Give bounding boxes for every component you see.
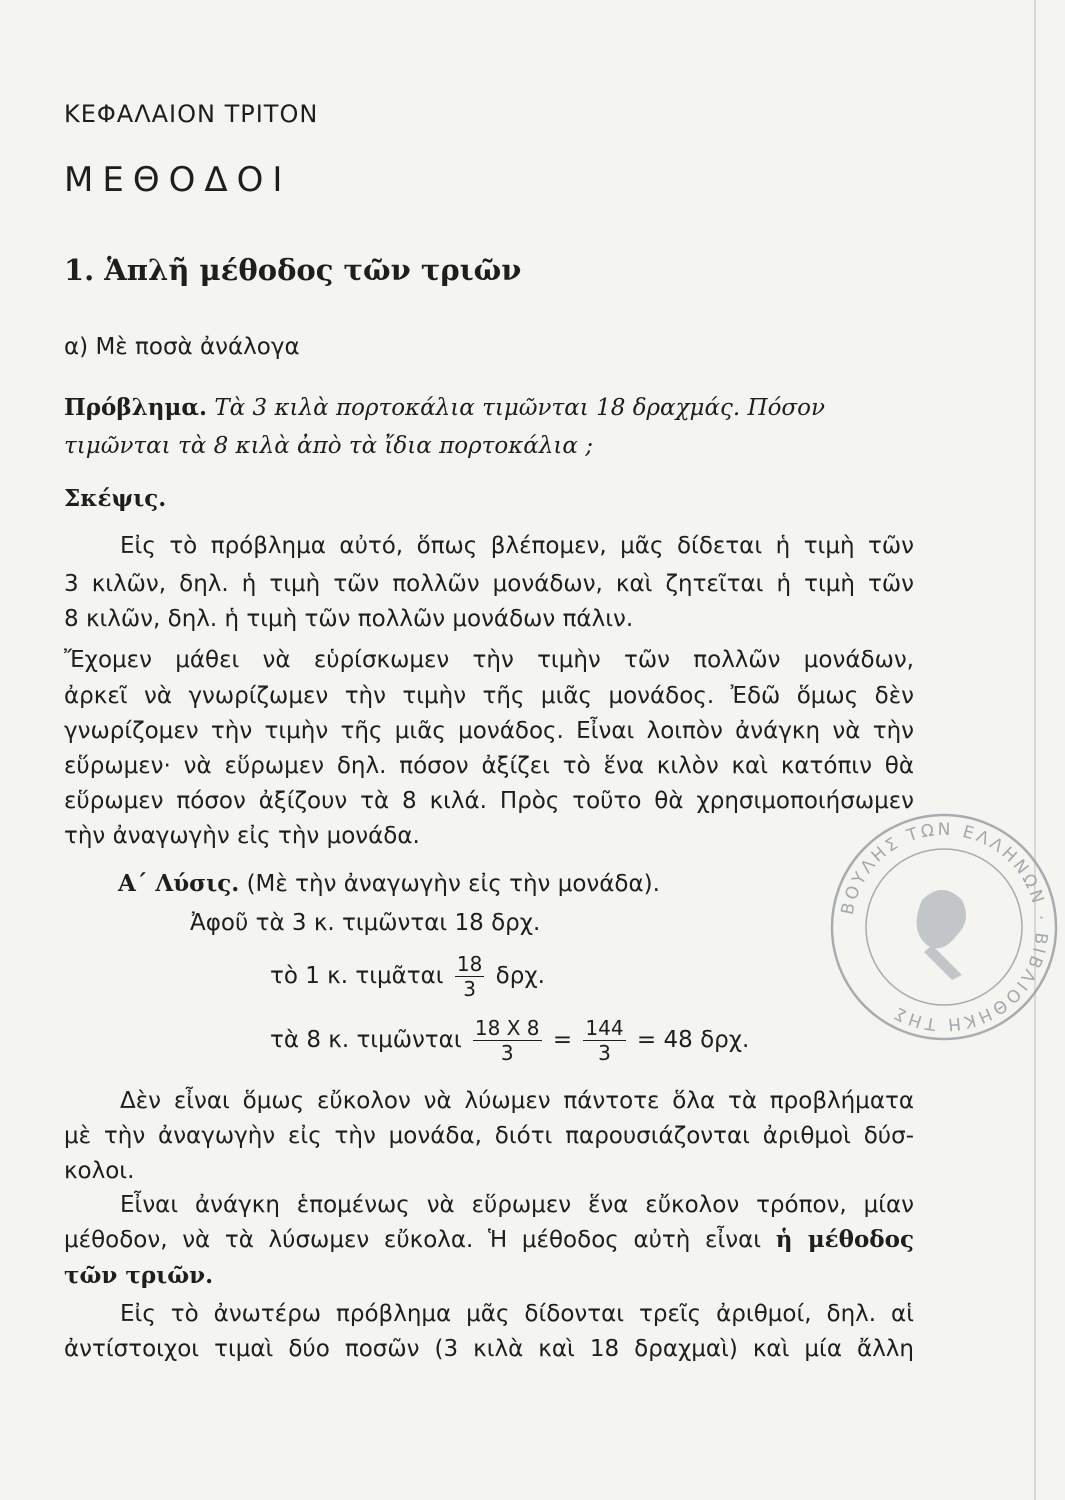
problem-text-1: Τὰ 3 κιλὰ πορτοκάλια τιμῶνται 18 δραχμάς. Πόσον: [214, 395, 825, 421]
para3-line-1: Δὲν εἶναι ὅμως εὔκολον νὰ λύωμεν πάντοτε ὅλα τὰ προβλήματα: [120, 1088, 914, 1114]
para4-line-2-bold: ἡ μέθοδος: [775, 1226, 914, 1253]
para2-line-6: τὴν ἀναγωγὴν εἰς τὴν μονάδα.: [64, 823, 420, 849]
calc-line-3-prefix: τὰ 8 κ. τιμῶνται: [270, 1027, 462, 1053]
section-title: Ἁπλῆ μέθοδος τῶν τριῶν: [104, 253, 522, 287]
para4-line-2: [64, 1223, 914, 1257]
solution-heading: [118, 870, 660, 897]
para2-line-1: Ἔχομεν μάθει νὰ εὑρίσκωμεν τὴν τιμὴν τῶν πολλῶν μονάδων,: [64, 647, 914, 673]
section-number: 1.: [64, 253, 95, 287]
para2-line-5: εὕρωμεν πόσον ἀξίζουν τὰ 8 κιλά. Πρὸς τοῦτο θὰ χρησιμοποιήσωμεν: [64, 788, 914, 814]
para3-line-2: μὲ τὴν ἀναγωγὴν εἰς τὴν μονάδα, διότι παρουσιάζονται ἀριθμοὶ δύσ-: [64, 1123, 914, 1149]
calc-line-2-prefix: τὸ 1 κ. τιμᾶται: [270, 963, 444, 989]
para4-line-1: Εἶναι ἀνάγκη ἑπομένως νὰ εὕρωμεν ἕνα εὔκολον τρόπον, μίαν: [120, 1192, 914, 1218]
solution-note: (Μὲ τὴν ἀναγωγὴν εἰς τὴν μονάδα).: [246, 871, 660, 897]
para2-line-4: εὕρωμεν· νὰ εὕρωμεν δηλ. πόσον ἀξίζει τὸ ἕνα κιλὸν καὶ κατόπιν θὰ: [64, 753, 914, 779]
calc-line-3: [270, 1016, 749, 1065]
fraction-18-over-3: [455, 952, 484, 1001]
para1-line-2: 3 κιλῶν, δηλ. ἡ τιμὴ τῶν πολλῶν μονάδων, καὶ ζητεῖται ἡ τιμὴ τῶν: [64, 571, 914, 597]
page-edge: [1034, 0, 1036, 1500]
chapter-heading: ΚΕΦΑΛΑΙΟΝ ΤΡΙΤΟΝ: [64, 100, 319, 128]
para1-line-1: Εἰς τὸ πρόβλημα αὐτό, ὅπως βλέπομεν, μᾶς δίδεται ἡ τιμὴ τῶν: [120, 533, 914, 559]
calc-line-2: [270, 952, 545, 1001]
calc-line-2-unit: δρχ.: [495, 963, 545, 989]
fraction-denominator: 3: [455, 976, 484, 1001]
subsection-heading: α) Μὲ ποσὰ ἀνάλογα: [64, 334, 300, 360]
fraction-product: [473, 1016, 542, 1065]
para1-line-3: 8 κιλῶν, δηλ. ἡ τιμὴ τῶν πολλῶν μονάδων πάλιν.: [64, 606, 634, 632]
thinking-label: Σκέψις.: [64, 485, 167, 512]
para5-line-2: ἀντίστοιχοι τιμαὶ δύο ποσῶν (3 κιλὰ καὶ 18 δραχμαὶ) καὶ μία ἄλλη: [64, 1336, 914, 1362]
fraction-144-over-3: [583, 1016, 625, 1065]
equals-sign: =: [552, 1027, 573, 1053]
problem-label: Πρόβλημα.: [64, 394, 208, 421]
fraction-numerator: 144: [585, 1016, 624, 1040]
para5-line-1: Εἰς τὸ ἀνωτέρω πρόβλημα μᾶς δίδονται τρεῖς ἀριθμοί, δηλ. αἱ: [120, 1301, 914, 1327]
stamp-text: ΒΟΥΛΗΣ ΤΩΝ ΕΛΛΗΝΩΝ · ΒΙΒΛΙΟΘΗΚΗ ΤΗΣ: [837, 819, 1052, 1035]
para2-line-2: ἀρκεῖ νὰ γνωρίζωμεν τὴν τιμὴν τῆς μιᾶς μονάδος. Ἐδῶ ὅμως δὲν: [64, 683, 914, 709]
problem-line-1: [64, 391, 914, 425]
para4-line-2-text: μέθοδον, νὰ τὰ λύσωμεν εὔκολα. Ἡ μέθοδος αὐτὴ εἶναι: [64, 1227, 762, 1253]
fraction-denominator: 3: [473, 1040, 542, 1065]
solution-label: Α΄ Λύσις.: [118, 870, 240, 897]
fraction-numerator: 18: [456, 952, 483, 976]
para3-line-3: κολοι.: [64, 1158, 135, 1184]
para4-line-3: τῶν τριῶν.: [64, 1262, 214, 1289]
fraction-denominator: 3: [583, 1040, 625, 1065]
stamp-emblem-icon: [917, 890, 966, 980]
chapter-title: ΜΕΘΟΔΟΙ: [64, 160, 292, 200]
fraction-numerator: 18 X 8: [474, 1016, 540, 1040]
problem-line-2: τιμῶνται τὰ 8 κιλὰ ἀπὸ τὰ ἴδια πορτοκάλια ;: [64, 433, 593, 459]
calc-result: = 48 δρχ.: [636, 1027, 750, 1053]
calc-line-1: Ἀφοῦ τὰ 3 κ. τιμῶνται 18 δρχ.: [190, 910, 541, 936]
section-heading: [64, 253, 521, 287]
library-stamp: [822, 805, 1065, 1050]
para2-line-3: γνωρίζομεν τὴν τιμὴν τῆς μιᾶς μονάδος. Εἶναι λοιπὸν ἀνάγκη νὰ τὴν: [64, 718, 914, 744]
